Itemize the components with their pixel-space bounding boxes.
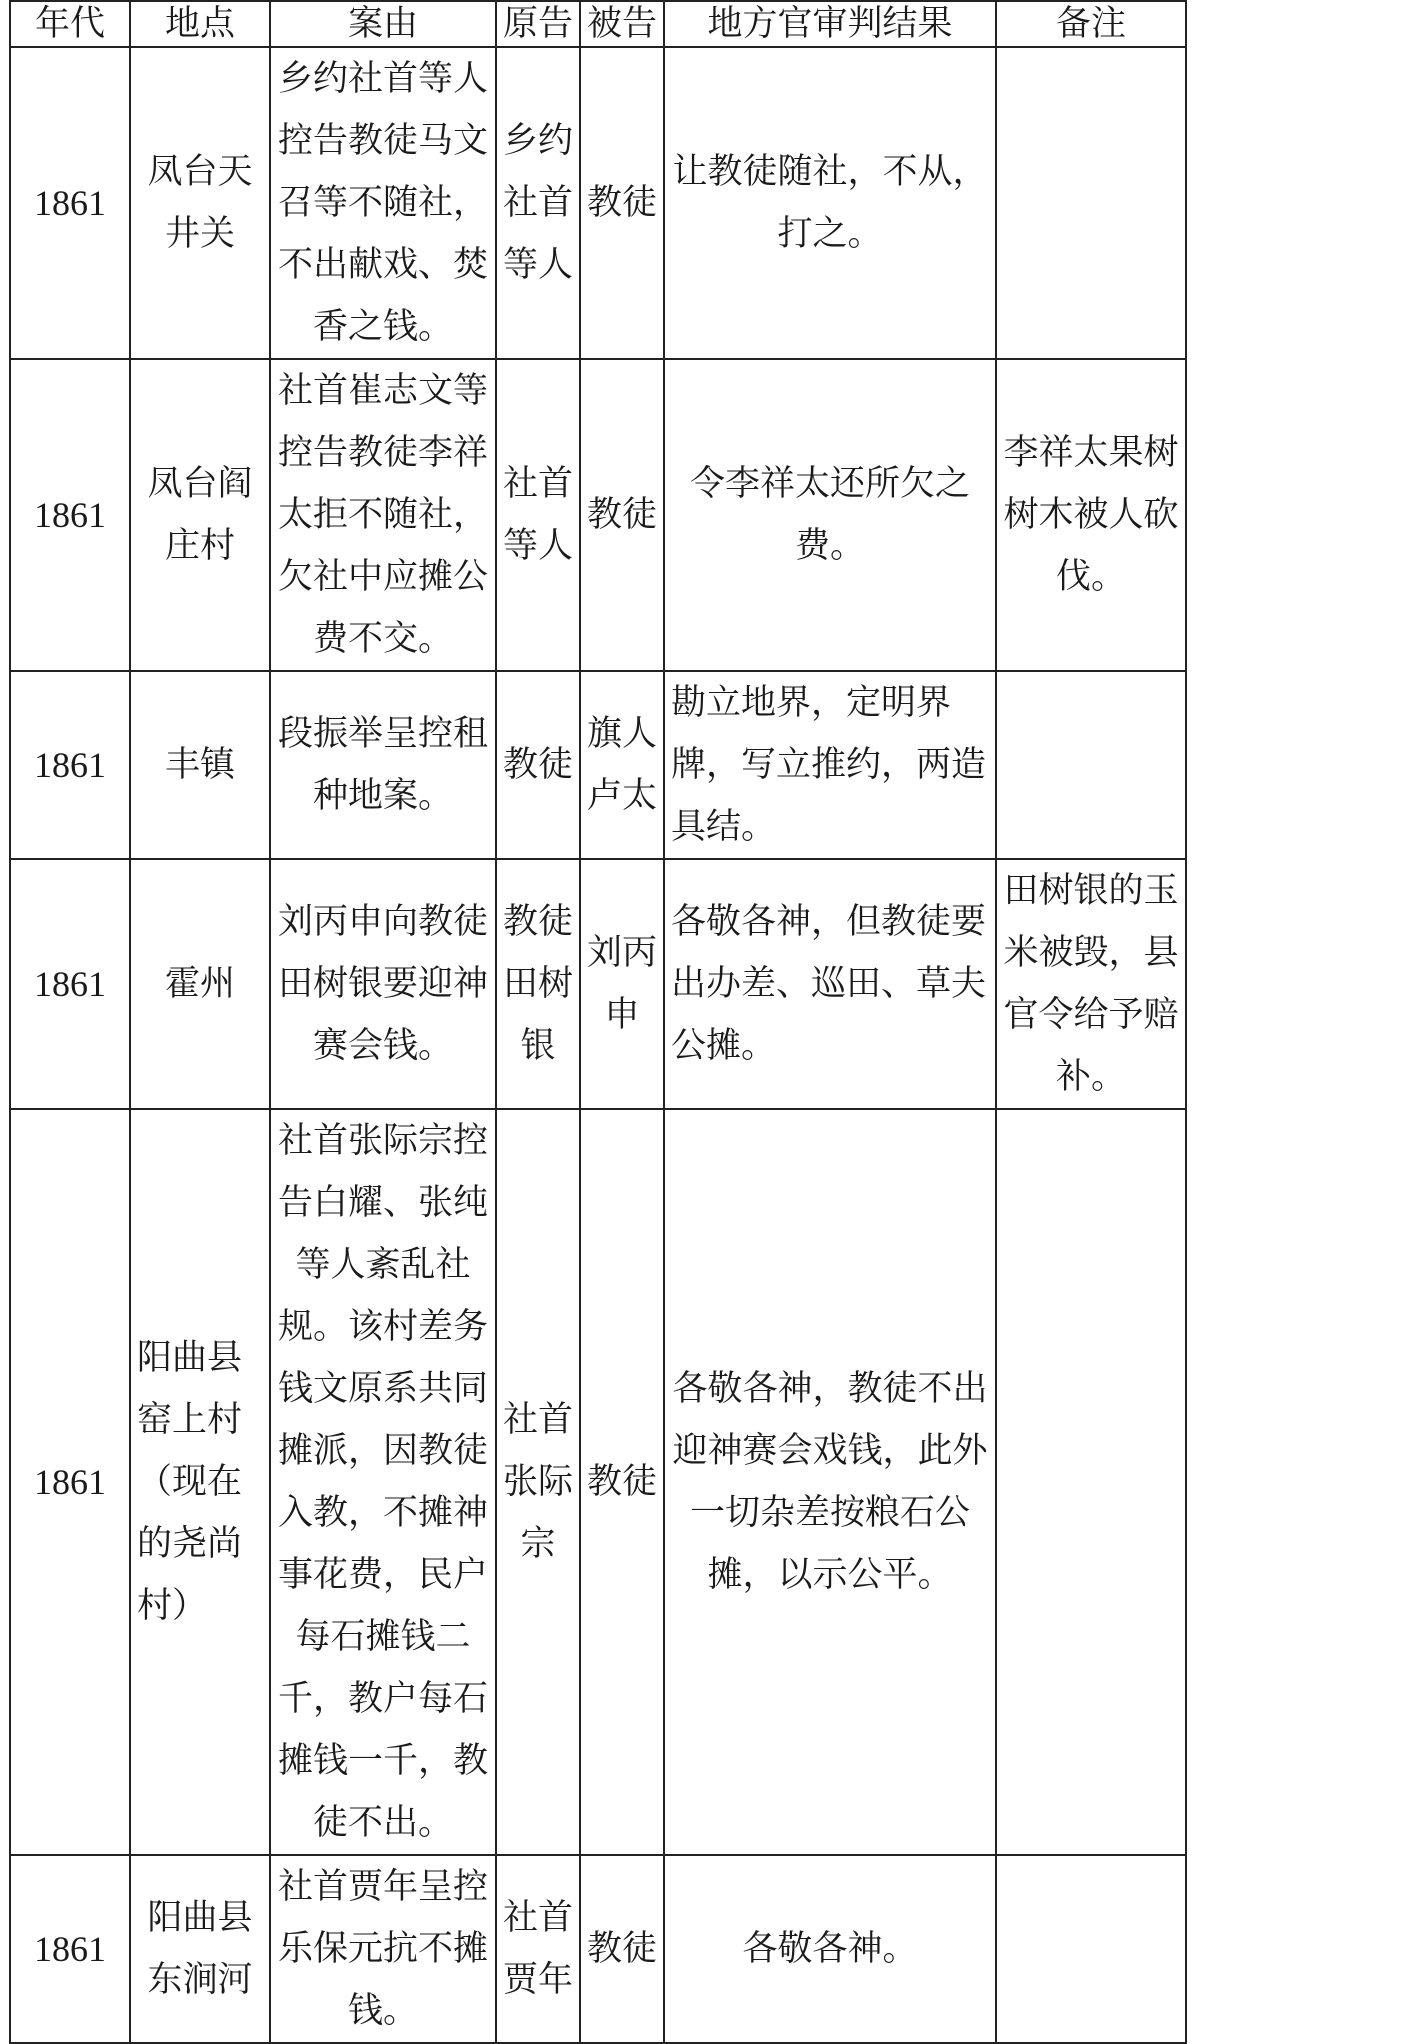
table-header-row (10, 1, 1186, 47)
cell-note: 李祥太果树树木被人砍伐。 (996, 359, 1186, 671)
cell-verdict: 勘立地界，定明界牌，写立推约，两造具结。 (664, 671, 996, 859)
cell-place: 凤台天井关 (130, 47, 270, 359)
cell-note (996, 671, 1186, 859)
cell-plaintiff: 教徒田树银 (496, 859, 580, 1109)
cell-year: 1861 (10, 671, 130, 859)
header-plaintiff: 原告 (496, 1, 580, 47)
table-row (10, 1855, 1186, 2043)
cell-cause: 社首贾年呈控乐保元抗不摊钱。 (270, 1855, 496, 2043)
cell-defendant: 刘丙申 (580, 859, 664, 1109)
cell-year: 1861 (10, 47, 130, 359)
cell-note: 田树银的玉米被毁，县官令给予赔补。 (996, 859, 1186, 1109)
cell-defendant: 教徒 (580, 1855, 664, 2043)
cell-year: 1861 (10, 359, 130, 671)
cell-note (996, 1855, 1186, 2043)
cell-year: 1861 (10, 1855, 130, 2043)
cell-plaintiff: 社首等人 (496, 359, 580, 671)
cell-plaintiff: 社首张际宗 (496, 1109, 580, 1855)
cell-defendant: 教徒 (580, 47, 664, 359)
cell-cause: 社首崔志文等控告教徒李祥太拒不随社，欠社中应摊公费不交。 (270, 359, 496, 671)
cell-defendant: 教徒 (580, 359, 664, 671)
cell-place: 丰镇 (130, 671, 270, 859)
cell-year: 1861 (10, 1109, 130, 1855)
cell-note (996, 1109, 1186, 1855)
cell-defendant: 教徒 (580, 1109, 664, 1855)
cell-plaintiff: 社首贾年 (496, 1855, 580, 2043)
cell-plaintiff: 教徒 (496, 671, 580, 859)
cell-verdict: 让教徒随社，不从，打之。 (664, 47, 996, 359)
header-year: 年代 (10, 1, 130, 47)
table-row (10, 1109, 1186, 1855)
table-row (10, 671, 1186, 859)
cell-defendant: 旗人卢太 (580, 671, 664, 859)
table-row (10, 359, 1186, 671)
header-cause: 案由 (270, 1, 496, 47)
cell-cause: 段振举呈控租种地案。 (270, 671, 496, 859)
header-defendant: 被告 (580, 1, 664, 47)
header-note: 备注 (996, 1, 1186, 47)
cell-verdict: 各敬各神。 (664, 1855, 996, 2043)
cell-year: 1861 (10, 859, 130, 1109)
table-row (10, 859, 1186, 1109)
cell-verdict: 各敬各神，但教徒要出办差、巡田、草夫公摊。 (664, 859, 996, 1109)
cell-place: 阳曲县窑上村（现在的尧尚村） (130, 1109, 270, 1855)
cell-cause: 乡约社首等人控告教徒马文召等不随社，不出献戏、焚香之钱。 (270, 47, 496, 359)
cell-verdict: 各敬各神，教徒不出迎神赛会戏钱，此外一切杂差按粮石公摊，以示公平。 (664, 1109, 996, 1855)
cell-cause: 社首张际宗控告白耀、张纯等人紊乱社规。该村差务钱文原系共同摊派，因教徒入教，不摊神事花费，民户每石摊钱二千，教户每石摊钱一千，教徒不出。 (270, 1109, 496, 1855)
cell-place: 阳曲县东涧河 (130, 1855, 270, 2043)
case-table (9, 0, 1187, 2044)
table-row (10, 47, 1186, 359)
cell-note (996, 47, 1186, 359)
header-verdict: 地方官审判结果 (664, 1, 996, 47)
cell-place: 霍州 (130, 859, 270, 1109)
cell-cause: 刘丙申向教徒田树银要迎神赛会钱。 (270, 859, 496, 1109)
header-place: 地点 (130, 1, 270, 47)
cell-verdict: 令李祥太还所欠之费。 (664, 359, 996, 671)
cell-plaintiff: 乡约社首等人 (496, 47, 580, 359)
cell-place: 凤台阎庄村 (130, 359, 270, 671)
